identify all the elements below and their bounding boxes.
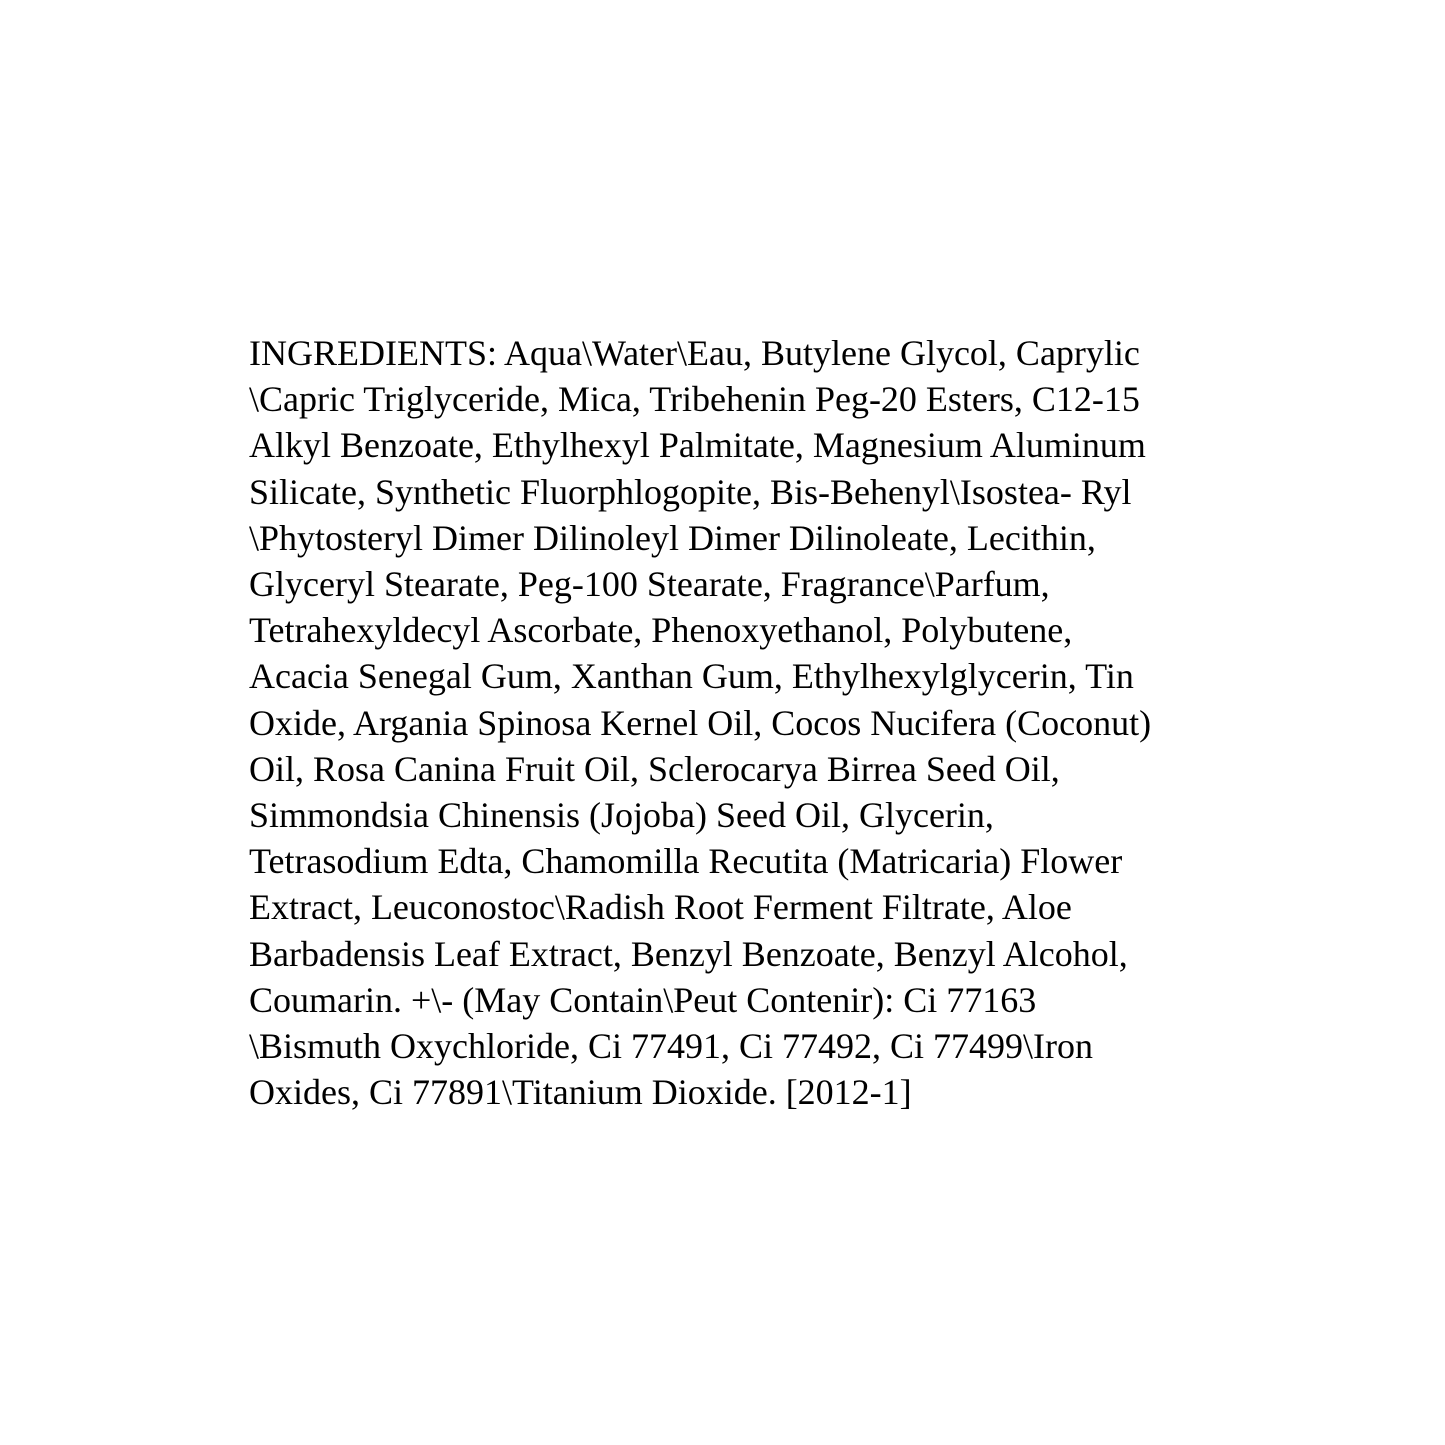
ingredients-line: Acacia Senegal Gum, Xanthan Gum, Ethylhexylglycerin, Tin xyxy=(249,656,1134,697)
ingredients-line: Simmondsia Chinensis (Jojoba) Seed Oil, Glycerin, xyxy=(249,795,994,836)
ingredients-line: Tetrasodium Edta, Chamomilla Recutita (Matricaria) Flower xyxy=(249,841,1123,882)
ingredients-line: Silicate, Synthetic Fluorphlogopite, Bis-Behenyl\Isostea- Ryl xyxy=(249,471,1132,512)
ingredients-line: Oxide, Argania Spinosa Kernel Oil, Cocos Nucifera (Coconut) xyxy=(249,702,1152,743)
ingredients-line: Coumarin. +\- (May Contain\Peut Contenir): Ci 77163 xyxy=(249,979,1037,1020)
ingredients-line: \Phytosteryl Dimer Dilinoleyl Dimer Dilinoleate, Lecithin, xyxy=(249,517,1096,558)
ingredients-line: Barbadensis Leaf Extract, Benzyl Benzoate, Benzyl Alcohol, xyxy=(249,933,1128,974)
ingredients-line: INGREDIENTS: Aqua\Water\Eau, Butylene Glycol, Caprylic xyxy=(249,333,1140,373)
ingredients-line: Tetrahexyldecyl Ascorbate, Phenoxyethanol, Polybutene, xyxy=(249,610,1073,651)
ingredients-line: \Bismuth Oxychloride, Ci 77491, Ci 77492, Ci 77499\Iron xyxy=(249,1026,1093,1067)
ingredients-line: Extract, Leuconostoc\Radish Root Ferment Filtrate, Aloe xyxy=(249,887,1072,928)
ingredients-list xyxy=(249,330,1229,1115)
ingredients-line: Glyceryl Stearate, Peg-100 Stearate, Fragrance\Parfum, xyxy=(249,564,1050,605)
ingredients-line: Oxides, Ci 77891\Titanium Dioxide. [2012-1] xyxy=(249,1072,912,1113)
ingredients-line: \Capric Triglyceride, Mica, Tribehenin Peg-20 Esters, C12-15 xyxy=(249,379,1140,420)
ingredients-line: Alkyl Benzoate, Ethylhexyl Palmitate, Magnesium Aluminum xyxy=(249,425,1146,466)
ingredients-line: Oil, Rosa Canina Fruit Oil, Sclerocarya Birrea Seed Oil, xyxy=(249,748,1060,789)
